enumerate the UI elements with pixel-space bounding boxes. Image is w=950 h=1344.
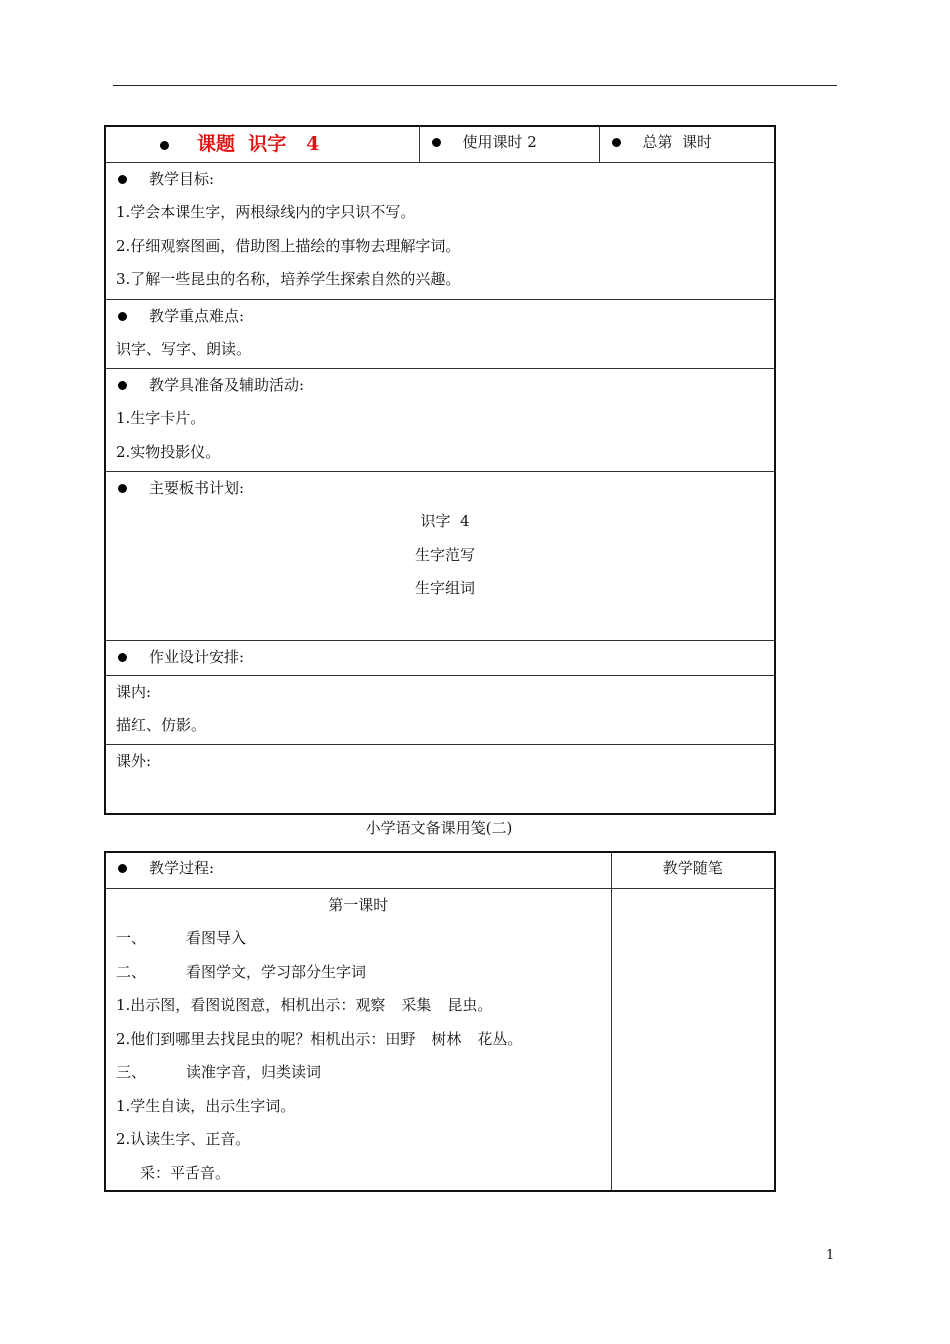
homework-heading-row	[105, 640, 775, 675]
in-class-label: 课内:	[116, 682, 152, 701]
step-number: 三、	[116, 1063, 147, 1081]
bullet-icon	[118, 864, 127, 873]
key-points-section	[105, 299, 775, 368]
key-points-heading: 教学重点难点:	[149, 306, 245, 325]
notes-heading-cell	[611, 852, 775, 888]
preparation-item: 1.生字卡片。	[116, 409, 206, 427]
bullet-icon	[118, 381, 127, 390]
homework-after-class	[105, 744, 775, 814]
process-heading-cell	[105, 852, 611, 888]
board-line: 生字范写	[414, 545, 475, 564]
page-caption: 小学语文备课用笺(二)	[365, 819, 513, 837]
bullet-icon	[612, 138, 621, 147]
process-table	[104, 851, 776, 1192]
board-plan-heading: 主要板书计划:	[149, 478, 245, 497]
objective-item: 1.学会本课生字，两根绿线内的字只识不写。	[116, 203, 416, 221]
line-text: 1.出示图，看图说图意，相机出示：观察	[116, 996, 386, 1014]
objective-item: 2.仔细观察图画，借助图上描绘的事物去理解字词。	[116, 236, 461, 255]
header-rule	[113, 85, 837, 86]
board-line: 生字组词	[414, 579, 475, 597]
lesson-plan-table	[104, 125, 776, 815]
line-text: 2.他们到哪里去找昆虫的呢？相机出示：田野	[116, 1029, 416, 1048]
bullet-icon	[118, 484, 127, 493]
preparation-item: 2.实物投影仪。	[116, 442, 221, 461]
line-word: 花丛。	[477, 1029, 523, 1048]
page-number: 1	[826, 1248, 835, 1263]
step-number: 二、	[116, 962, 147, 981]
process-item: 1.学生自读，出示生字词。	[116, 1096, 296, 1115]
step-text: 读准字音，归类读词	[186, 1063, 322, 1081]
line-word: 树林	[431, 1029, 462, 1048]
process-content	[105, 888, 611, 1191]
bullet-icon	[118, 175, 127, 184]
board-plan-section	[105, 471, 775, 640]
homework-in-class	[105, 675, 775, 744]
step-text: 看图学文，学习部分生字词	[186, 962, 367, 981]
after-class-label: 课外:	[116, 751, 152, 770]
key-points-text: 识字、写字、朗读。	[116, 340, 252, 358]
bullet-icon	[432, 138, 441, 147]
bullet-icon	[118, 312, 127, 321]
bullet-icon	[118, 653, 127, 662]
line-word: 采集	[401, 996, 432, 1014]
step-text: 看图导入	[186, 929, 247, 947]
title-cell	[105, 126, 419, 162]
homework-heading: 作业设计安排:	[149, 647, 245, 666]
process-note: 采：平舌音。	[140, 1163, 231, 1182]
hours-label: 使用课时 2	[462, 133, 537, 151]
step-number: 一、	[116, 929, 147, 947]
board-line: 识字 4	[420, 512, 470, 530]
total-cell	[599, 126, 775, 162]
total-label: 总第 课时	[642, 133, 713, 151]
notes-heading: 教学随笔	[662, 859, 723, 877]
objectives-section	[105, 162, 775, 299]
bullet-icon	[160, 141, 169, 150]
process-heading: 教学过程:	[149, 859, 215, 877]
notes-cell	[611, 888, 775, 1191]
process-item: 2.认读生字、正音。	[116, 1130, 251, 1148]
session-label: 第一课时	[328, 895, 389, 914]
lesson-title: 课题 识字 4	[197, 133, 320, 155]
hours-cell	[419, 126, 599, 162]
preparation-section	[105, 368, 775, 471]
preparation-heading: 教学具准备及辅助活动:	[149, 375, 305, 394]
line-word: 昆虫。	[447, 996, 493, 1014]
objectives-heading: 教学目标:	[149, 169, 215, 188]
in-class-text: 描红、仿影。	[116, 716, 207, 734]
objective-item: 3.了解一些昆虫的名称，培养学生探索自然的兴趣。	[116, 270, 461, 288]
